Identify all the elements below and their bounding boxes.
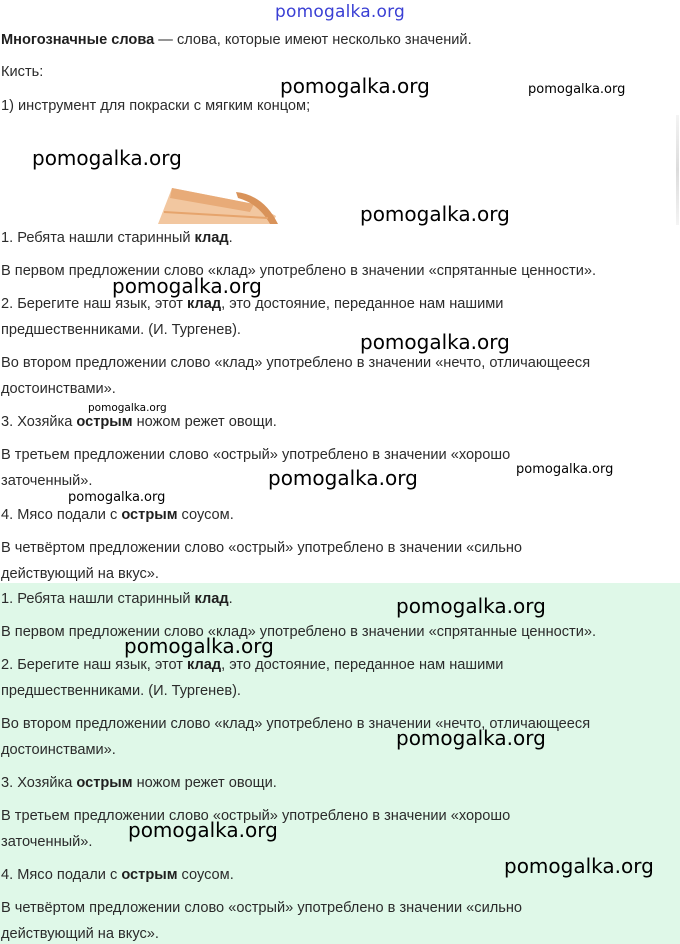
watermark: pomogalka.org [528, 82, 626, 97]
watermark: pomogalka.org [32, 146, 182, 170]
sentence-2: 2. Берегите наш язык, этот клад, это достояние, переданное нам нашими [1, 296, 504, 312]
answer-sentence-1: 1. Ребята нашли старинный клад. [1, 591, 233, 607]
watermark: pomogalka.org [112, 274, 262, 298]
answer-sentence-3: 3. Хозяйка острым ножом режет овощи. [1, 775, 277, 791]
answer-explanation-3: В третьем предложении слово «острый» употреблено в значении «хорошо [1, 808, 511, 824]
watermark: pomogalka.org [88, 402, 167, 414]
answer-sentence-2: 2. Берегите наш язык, этот клад, это достояние, переданное нам нашими [1, 657, 504, 673]
answer-explanation-4: В четвёртом предложении слово «острый» употреблено в значении «сильно [1, 900, 523, 916]
answer-explanation-2: Во втором предложении слово «клад» употреблено в значении «нечто, отличающееся [1, 716, 591, 732]
answer-explanation-3-line-2: заточенный». [1, 834, 93, 850]
answer-sentence-4: 4. Мясо подали с острым соусом. [1, 867, 234, 883]
answer-sentence-2-line-2: предшественниками. (И. Тургенев). [1, 683, 241, 699]
scroll-edge [676, 115, 679, 225]
term-bold: Многозначные слова [1, 32, 155, 48]
sentence-3: 3. Хозяйка острым ножом режет овощи. [1, 414, 277, 430]
watermark: pomogalka.org [396, 726, 546, 750]
intro-word: Кисть: [1, 64, 44, 80]
sentence-4: 4. Мясо подали с острым соусом. [1, 507, 234, 523]
site-watermark-header: pomogalka.org [275, 2, 405, 22]
watermark: pomogalka.org [268, 466, 418, 490]
explanation-3: В третьем предложении слово «острый» употреблено в значении «хорошо [1, 447, 511, 463]
watermark: pomogalka.org [360, 202, 510, 226]
explanation-3-line-2: заточенный». [1, 473, 93, 489]
watermark: pomogalka.org [280, 74, 430, 98]
explanation-4: В четвёртом предложении слово «острый» употреблено в значении «сильно [1, 540, 523, 556]
watermark: pomogalka.org [68, 490, 166, 505]
watermark: pomogalka.org [360, 330, 510, 354]
explanation-2-line-2: достоинствами». [1, 381, 116, 397]
watermark: pomogalka.org [396, 594, 546, 618]
watermark: pomogalka.org [516, 462, 614, 477]
explanation-1: В первом предложении слово «клад» употреблено в значении «спрятанные ценности». [1, 263, 597, 279]
sentence-2-line-2: предшественниками. (И. Тургенев). [1, 322, 241, 338]
answer-explanation-2-line-2: достоинствами». [1, 742, 116, 758]
watermark: pomogalka.org [124, 634, 274, 658]
explanation-4-line-2: действующий на вкус». [1, 566, 159, 582]
intro-meaning-1: 1) инструмент для покраски с мягким концом; [1, 98, 311, 114]
watermark: pomogalka.org [128, 818, 278, 842]
answer-explanation-1: В первом предложении слово «клад» употреблено в значении «спрятанные ценности». [1, 624, 597, 640]
watermark: pomogalka.org [504, 854, 654, 878]
intro-definition: Многозначные слова — слова, которые имеют несколько значений. [1, 32, 472, 48]
explanation-2: Во втором предложении слово «клад» употреблено в значении «нечто, отличающееся [1, 355, 591, 371]
sentence-1: 1. Ребята нашли старинный клад. [1, 230, 233, 246]
brush-illustration [158, 186, 282, 224]
answer-explanation-4-line-2: действующий на вкус». [1, 926, 159, 942]
